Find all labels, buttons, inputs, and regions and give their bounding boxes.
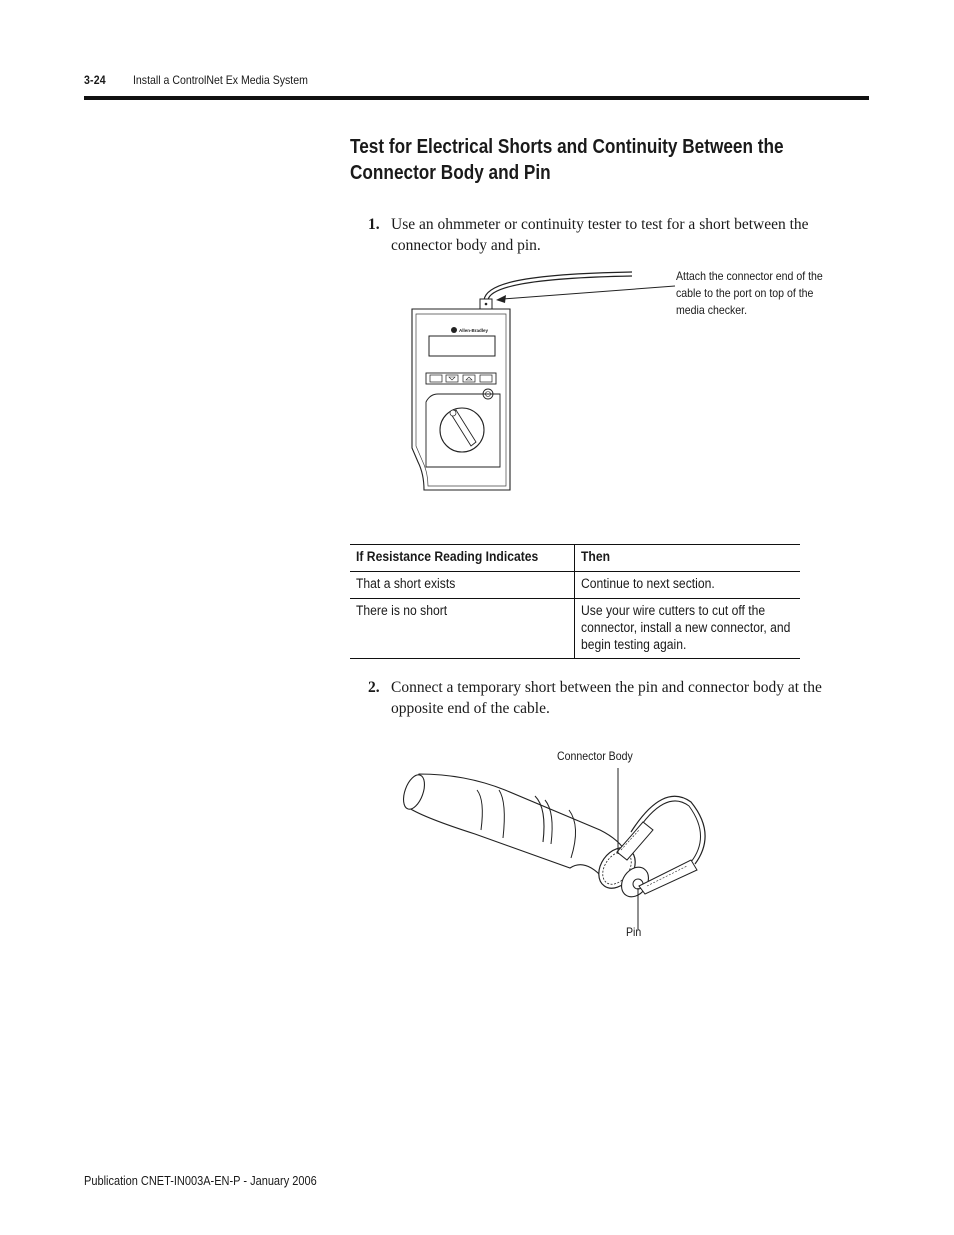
connector-body-label: Connector Body — [557, 749, 633, 763]
connector-figure — [395, 760, 735, 950]
cable-body — [409, 774, 627, 878]
table-cell: There is no short — [350, 599, 575, 659]
table-row — [350, 572, 800, 599]
table-header-cell: Then — [575, 545, 801, 572]
button-down — [446, 375, 458, 382]
media-checker-figure — [400, 262, 680, 498]
step-2 — [368, 677, 868, 721]
button-1 — [430, 375, 442, 382]
step-text: Use an ohmmeter or continuity tester to test for a short between the connector body and pin. — [391, 216, 809, 254]
step-text: Connect a temporary short between the pin and connector body at the opposite end of the cable. — [391, 679, 822, 717]
pin-label: Pin — [626, 925, 642, 939]
section-title: Test for Electrical Shorts and Continuity Between the Connector Body and Pin — [350, 136, 784, 184]
brand-logo-icon — [451, 327, 457, 333]
table-cell: That a short exists — [350, 572, 575, 599]
table-row — [350, 599, 800, 659]
step-number: 2. — [368, 679, 380, 696]
resistance-table — [350, 544, 800, 659]
arrow-head-icon — [496, 295, 506, 303]
table-cell: Continue to next section. — [575, 572, 801, 599]
chapter-title: Install a ControlNet Ex Media System — [133, 73, 308, 87]
lcd-display — [429, 336, 495, 356]
table-header-row — [350, 545, 800, 572]
table-cell: Use your wire cutters to cut off the connector, install a new connector, and begin testing again. — [575, 599, 801, 659]
step-1 — [368, 214, 868, 258]
clip-body — [617, 822, 653, 860]
cable-outline — [488, 276, 632, 300]
brand-name: Allen-Bradley — [459, 328, 489, 333]
callout-leader — [503, 286, 675, 299]
publication-footer: Publication CNET-IN003A-EN-P - January 2006 — [84, 1174, 317, 1188]
page-number: 3-24 — [84, 73, 106, 87]
button-up — [463, 375, 475, 382]
step-number: 1. — [368, 216, 380, 233]
button-4 — [480, 375, 492, 382]
table-header-cell: If Resistance Reading Indicates — [350, 545, 575, 572]
figure1-callout: Attach the connector end of the cable to the port on top of the media checker. — [676, 269, 823, 317]
header-rule — [84, 96, 869, 100]
